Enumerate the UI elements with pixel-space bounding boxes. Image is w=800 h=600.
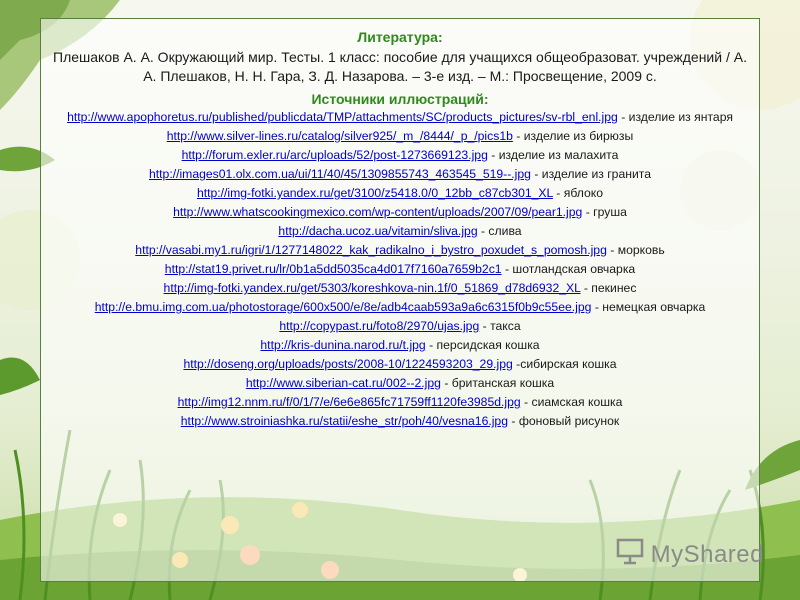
source-link[interactable]: http://copypast.ru/foto8/2970/ujas.jpg	[279, 319, 480, 333]
source-description: - британская кошка	[444, 376, 555, 390]
source-item	[48, 317, 752, 336]
source-description: - изделие из янтаря	[621, 110, 733, 124]
slide-content	[48, 28, 752, 431]
source-link[interactable]: http://www.apophoretus.ru/published/publicdata/TMP/attachments/SC/products_pictures/sv-rbl_enl.jpg	[67, 110, 618, 124]
source-link[interactable]: http://forum.exler.ru/arc/uploads/52/post-1273669123.jpg	[181, 148, 488, 162]
illustrations-heading: Источники иллюстраций:	[311, 91, 489, 107]
source-description: - морковь	[610, 243, 665, 257]
source-link[interactable]: http://vasabi.my1.ru/igri/1/1277148022_kak_radikalno_i_bystro_poxudet_s_pomosh.jpg	[135, 243, 607, 257]
source-description: - персидская кошка	[429, 338, 540, 352]
source-description: -сибирская кошка	[516, 357, 617, 371]
source-link[interactable]: http://img12.nnm.ru/f/0/1/7/e/6e6e865fc71759ff1120fe3985d.jpg	[177, 395, 521, 409]
sources-list	[48, 108, 752, 431]
source-item	[48, 184, 752, 203]
source-description: - изделие из гранита	[534, 167, 651, 181]
source-description: - изделие из малахита	[491, 148, 619, 162]
source-description: - фоновый рисунок	[511, 414, 620, 428]
source-link[interactable]: http://www.silver-lines.ru/catalog/silver925/_m_/8444/_p_/pics1b	[166, 129, 513, 143]
literature-heading: Литература:	[357, 29, 443, 45]
source-link[interactable]: http://doseng.org/uploads/posts/2008-10/1224593203_29.jpg	[183, 357, 513, 371]
source-description: - шотландская овчарка	[504, 262, 636, 276]
source-link[interactable]: http://stat19.privet.ru/lr/0b1a5dd5035ca4d017f7160a7659b2c1	[164, 262, 502, 276]
source-item	[48, 393, 752, 412]
source-description: - яблоко	[556, 186, 604, 200]
source-item	[48, 412, 752, 431]
source-link[interactable]: http://www.siberian-cat.ru/002--2.jpg	[245, 376, 441, 390]
source-item	[48, 127, 752, 146]
source-link[interactable]: http://kris-dunina.narod.ru/t.jpg	[260, 338, 426, 352]
source-description: - немецкая овчарка	[594, 300, 706, 314]
source-description: - слива	[480, 224, 522, 238]
source-link[interactable]: http://images01.olx.com.ua/ui/11/40/45/1309855743_463545_519--.jpg	[148, 167, 531, 181]
literature-citation: Плешаков А. А. Окружающий мир. Тесты. 1 класс: пособие для учащихся общеобразоват. учреждений / А. А. Плешаков, Н. Н. Гара, З. Д. Назарова. – 3-е изд. – М.: Просвещение, 2009 с.	[53, 49, 747, 84]
source-description: - сиамская кошка	[524, 395, 623, 409]
source-item	[48, 355, 752, 374]
source-link[interactable]: http://e.bmu.img.com.ua/photostorage/600x500/e/8e/adb4caab593a9a6c6315f0b9c55ee.jpg	[94, 300, 592, 314]
source-item	[48, 336, 752, 355]
source-item	[48, 146, 752, 165]
source-link[interactable]: http://www.whatscookingmexico.com/wp-content/uploads/2007/09/pear1.jpg	[173, 205, 583, 219]
source-item	[48, 108, 752, 127]
source-item	[48, 222, 752, 241]
source-item	[48, 241, 752, 260]
source-item	[48, 165, 752, 184]
source-link[interactable]: http://img-fotki.yandex.ru/get/3100/z5418.0/0_12bb_c87cb301_XL	[196, 186, 553, 200]
source-item	[48, 298, 752, 317]
source-item	[48, 374, 752, 393]
source-description: - пекинес	[583, 281, 637, 295]
presentation-board-icon	[615, 537, 645, 572]
source-item	[48, 260, 752, 279]
source-description: - изделие из бирюзы	[516, 129, 634, 143]
source-description: - такса	[482, 319, 521, 333]
source-item	[48, 279, 752, 298]
source-item	[48, 203, 752, 222]
source-description: - груша	[585, 205, 627, 219]
source-link[interactable]: http://img-fotki.yandex.ru/get/5303/koreshkova-nin.1f/0_51869_d78d6932_XL	[163, 281, 581, 295]
source-link[interactable]: http://dacha.ucoz.ua/vitamin/sliva.jpg	[278, 224, 478, 238]
myshared-watermark	[615, 537, 764, 572]
source-link[interactable]: http://www.stroiniashka.ru/statii/eshe_str/poh/40/vesna16.jpg	[180, 414, 508, 428]
watermark-text: MyShared	[650, 540, 764, 568]
